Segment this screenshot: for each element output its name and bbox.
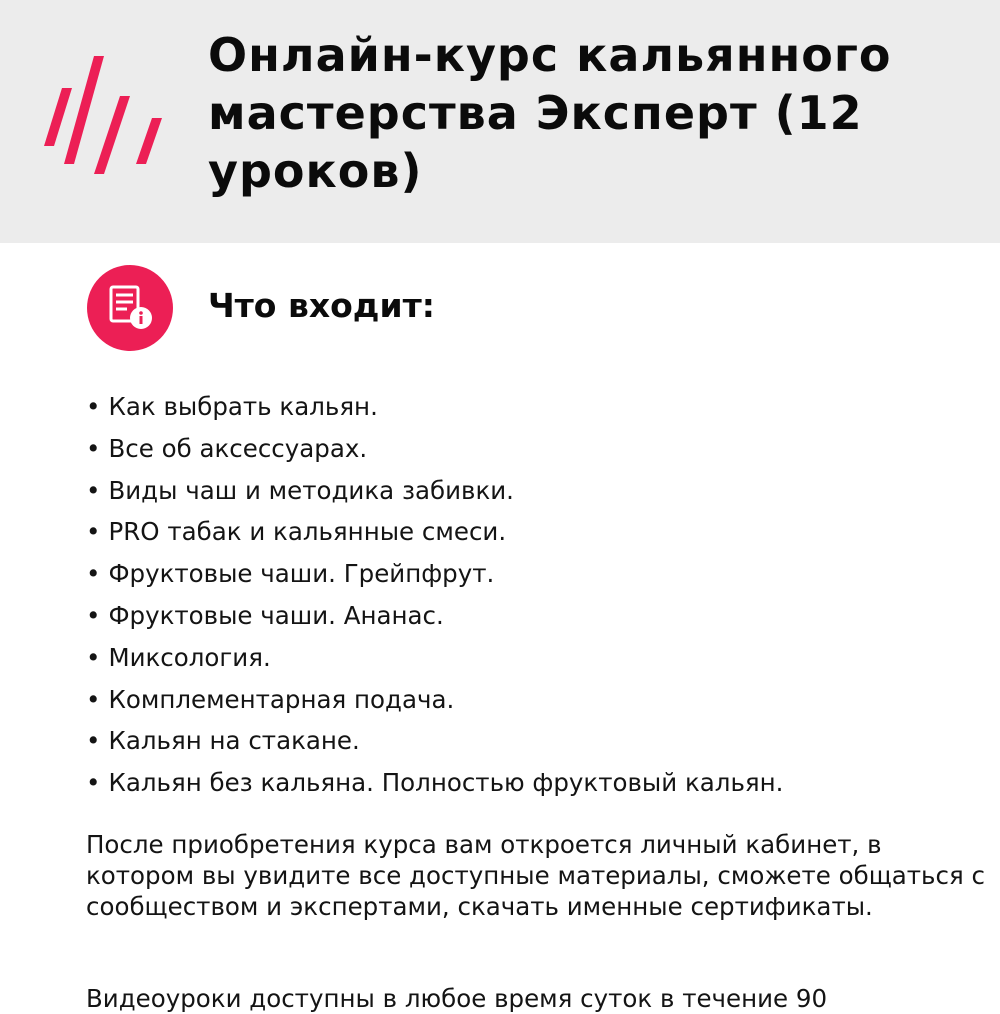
page-title: Онлайн-курс кальянного мастерства Эксперт (12 уроков)	[208, 28, 892, 198]
after-purchase-paragraph: После приобретения курса вам откроется личный кабинет, в котором вы увидите все доступные материалы, сможете общаться с сообществом и экспертами, скачать именные сертификаты.	[86, 830, 985, 921]
list-item: • PRO табак и кальянные смеси.	[86, 511, 986, 553]
list-item: • Виды чаш и методика забивки.	[86, 470, 986, 512]
video-access-paragraph: Видеоуроки доступны в любое время суток в течение 90	[86, 984, 828, 1013]
list-item: • Все об аксессуарах.	[86, 428, 986, 470]
section-title: Что входит:	[208, 286, 435, 325]
list-item: • Фруктовые чаши. Ананас.	[86, 595, 986, 637]
list-item: • Как выбрать кальян.	[86, 386, 986, 428]
list-item: • Комплементарная подача.	[86, 679, 986, 721]
list-item: • Миксология.	[86, 637, 986, 679]
brand-logo-icon	[42, 52, 172, 176]
document-info-icon	[87, 265, 173, 351]
header-banner	[0, 0, 1000, 243]
list-item: • Фруктовые чаши. Грейпфрут.	[86, 553, 986, 595]
course-contents-list	[86, 386, 986, 804]
list-item: • Кальян без кальяна. Полностью фруктовый кальян.	[86, 762, 986, 804]
list-item: • Кальян на стакане.	[86, 720, 986, 762]
